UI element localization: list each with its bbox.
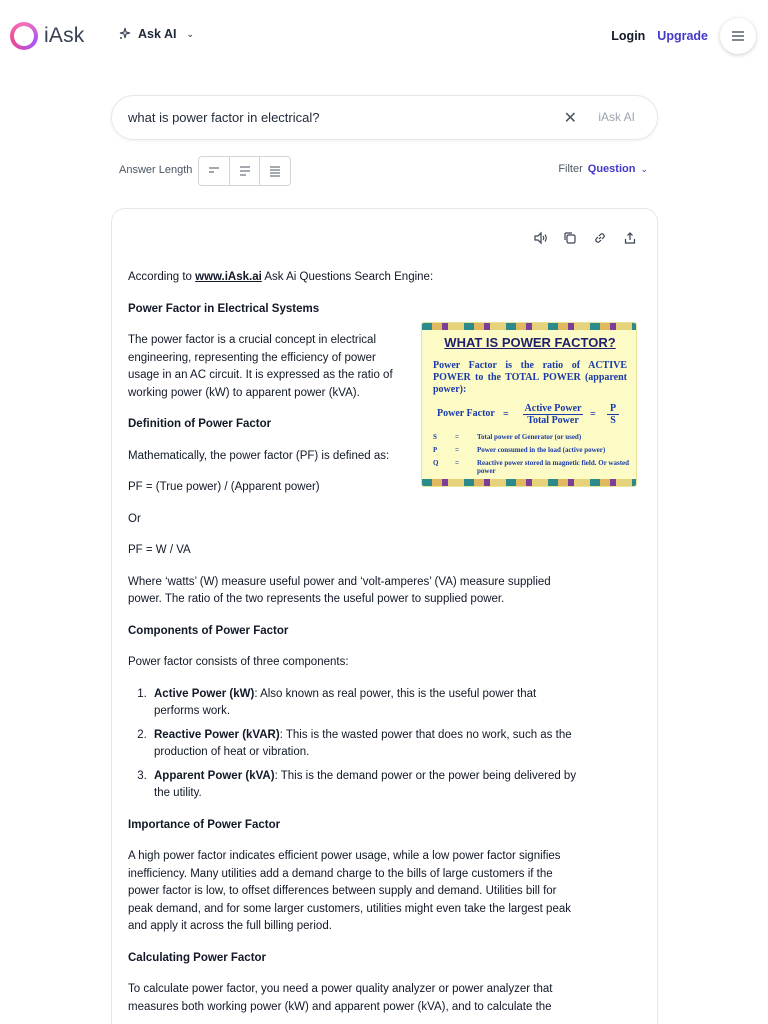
heading-components: Components of Power Factor [128, 624, 289, 637]
definition-symbol: Q [433, 459, 439, 467]
medium-lines-icon [239, 166, 251, 176]
definition-text: Reactive power stored in magnetic field. Or wasted power [477, 459, 630, 475]
list-text: : This is the wasted power that does no work, such as the production of heat or vibration. [154, 728, 572, 758]
formula-fraction-2 [607, 403, 619, 426]
formula-1: PF = (True power) / (Apparent power) [128, 481, 320, 493]
list-item [150, 686, 578, 721]
length-short-button[interactable] [199, 157, 230, 185]
formula-2: PF = W / VA [128, 544, 191, 556]
paragraph-watts: Where ‘watts’ (W) measure useful power and ‘volt-amperes’ (VA) measure supplied power. The ratio of the two represents the useful power to supplied power. [128, 575, 551, 605]
fraction-numerator: P [607, 403, 619, 415]
image-formula [437, 403, 627, 429]
definition-text: Total power of Generator (or used) [477, 433, 582, 441]
paragraph-intro: The power factor is a crucial concept in electrical engineering, representing the efficiency of power usage in an AC circuit. It is expressed as the ratio of working power (kW) to apparent power (kVA). [128, 334, 393, 399]
paragraph-importance: A high power factor indicates efficient power usage, while a low power factor signifies inefficiency. Many utilities add a demand charge to the bills of large customers if the power factor is low, to offset differences between supply and demand. Utilities bill for peak demand, and for some larger customers, utilities might even take the largest peak and apply it across the full billing period. [128, 850, 571, 932]
formula-equals: = [590, 409, 596, 420]
definition-symbol: S [433, 433, 437, 441]
formula-fraction-1 [523, 403, 583, 426]
fraction-denominator: S [610, 415, 616, 426]
components-list [150, 686, 578, 803]
hamburger-icon [731, 30, 745, 42]
filter-value: Question [587, 163, 636, 175]
definition-row [433, 457, 633, 475]
power-factor-image[interactable] [421, 322, 637, 487]
definition-equals: = [455, 433, 459, 441]
mode-dropdown[interactable] [118, 27, 194, 41]
sparkle-icon [118, 27, 132, 41]
short-lines-icon [208, 167, 220, 175]
fraction-denominator: Total Power [527, 415, 579, 426]
decor-stripe-bottom [422, 479, 637, 486]
filter-label: Filter [558, 163, 583, 175]
copy-icon[interactable] [561, 229, 579, 247]
share-icon[interactable] [621, 229, 639, 247]
heading-importance: Importance of Power Factor [128, 818, 281, 831]
decor-stripe-top [422, 323, 637, 330]
logo-text: iAsk [44, 24, 85, 47]
speaker-icon[interactable] [531, 229, 549, 247]
menu-button[interactable] [720, 18, 756, 54]
length-long-button[interactable] [260, 157, 290, 185]
heading-calculating: Calculating Power Factor [128, 951, 267, 964]
list-item [150, 727, 578, 762]
answer-toolbar [531, 229, 639, 247]
definition-row [433, 431, 633, 444]
iask-link[interactable]: www.iAsk.ai [195, 271, 262, 283]
image-description: Power Factor is the ratio of ACTIVE POWER to the TOTAL POWER (apparent power): [433, 360, 627, 395]
definition-row [433, 444, 633, 457]
intro-line [128, 269, 578, 287]
definition-equals: = [455, 446, 459, 454]
logo[interactable] [10, 22, 84, 50]
ask-button[interactable]: iAsk AI [598, 110, 635, 124]
login-link[interactable]: Login [611, 29, 646, 43]
search-input[interactable]: what is power factor in electrical? [128, 110, 320, 125]
list-text: : This is the demand power or the power being delivered by the utility. [154, 769, 577, 799]
intro-prefix: According to [128, 271, 196, 283]
filter-dropdown[interactable] [558, 163, 648, 175]
list-item [150, 768, 578, 803]
definition-equals: = [455, 459, 459, 467]
heading-power-factor: Power Factor in Electrical Systems [128, 302, 320, 315]
formula-lhs: Power Factor [437, 408, 495, 419]
definition-symbol: P [433, 446, 438, 454]
upgrade-link[interactable]: Upgrade [657, 29, 708, 43]
link-icon[interactable] [591, 229, 609, 247]
mode-label: Ask AI [138, 27, 177, 41]
chevron-down-icon: ⌄ [640, 163, 648, 174]
list-term: Apparent Power (kVA) [154, 769, 275, 782]
heading-definition: Definition of Power Factor [128, 418, 272, 430]
paragraph-definition: Mathematically, the power factor (PF) is defined as: [128, 449, 390, 462]
formula-equals: = [503, 409, 509, 420]
paragraph-or: Or [128, 512, 141, 525]
long-lines-icon [269, 166, 281, 177]
top-header [0, 0, 768, 72]
list-text: : Also known as real power, this is the useful power that performs work. [154, 687, 537, 717]
length-medium-button[interactable] [230, 157, 261, 185]
list-term: Active Power (kW) [154, 687, 255, 700]
paragraph-calculating: To calculate power factor, you need a power quality analyzer or power analyzer that measures both working power (kW) and apparent power (kVA), and to calculate the [128, 983, 553, 1013]
fraction-numerator: Active Power [524, 403, 582, 414]
chevron-down-icon: ⌄ [186, 28, 194, 39]
definition-text: Power consumed in the load (active power) [477, 446, 606, 454]
clear-icon[interactable]: ✕ [563, 110, 577, 127]
logo-ring-icon [10, 22, 38, 50]
image-title: WHAT IS POWER FACTOR? [444, 335, 616, 350]
answer-length-toggle [198, 156, 291, 186]
paragraph-components: Power factor consists of three components: [128, 656, 349, 668]
answer-length-label: Answer Length [119, 164, 193, 176]
search-bar [111, 95, 658, 140]
image-definitions [433, 431, 633, 475]
intro-suffix: Ask Ai Questions Search Engine: [261, 271, 434, 283]
list-term: Reactive Power (kVAR) [154, 728, 280, 741]
